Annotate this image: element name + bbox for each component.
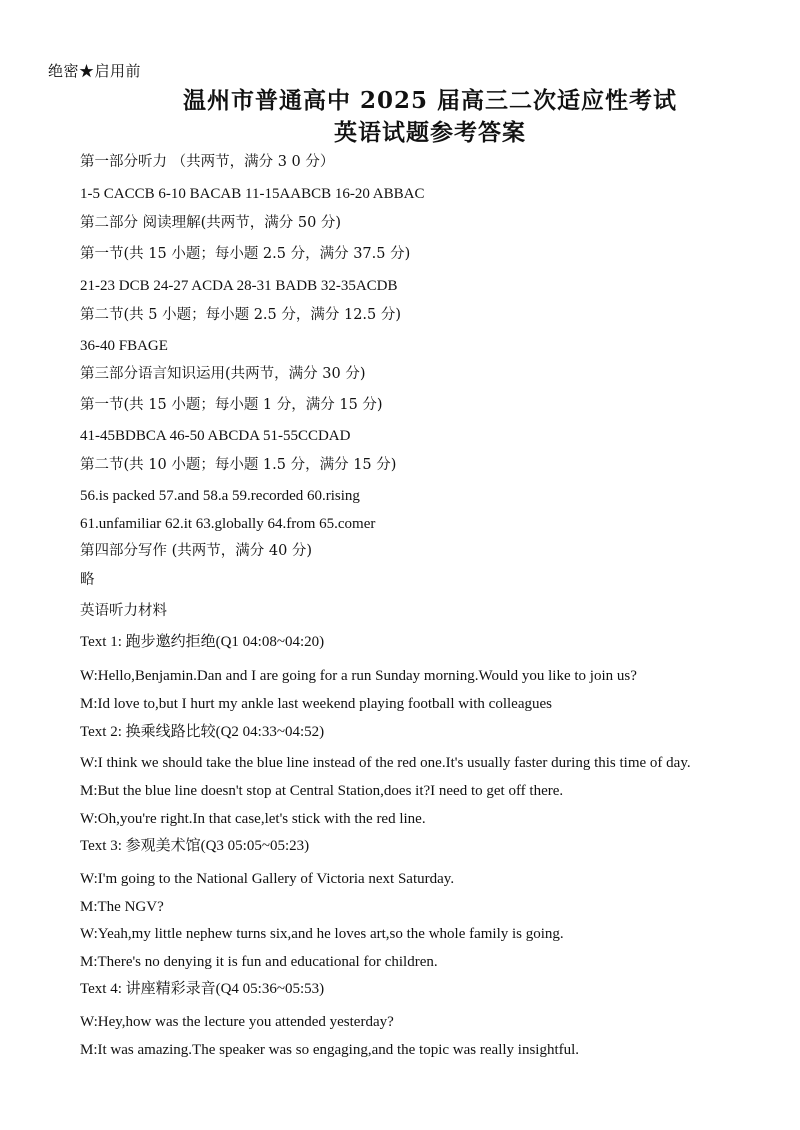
text-line: M:But the blue line doesn't stop at Central Station,does it?I need to get off there. [80,783,564,799]
text-line: M:It was amazing.The speaker was so engaging,and the topic was really insightful. [80,1042,580,1058]
page-title: 温州市普通高中 2025 届高三二次适应性考试 [182,87,678,114]
text-line: 英语听力材料 [80,603,167,619]
text-line: Text 2: 换乘线路比较(Q2 04:33~04:52) [80,724,325,740]
text-line: 第一节(共 15 小题；每小题 1 分，满分 15 分) [80,397,383,413]
text-line: 61.unfamiliar 62.it 63.globally 64.from 65.comer [80,516,376,532]
text-line: 41-45BDBCA 46-50 ABCDA 51-55CCDAD [80,428,351,444]
text-line: W:Hey,how was the lecture you attended yesterday? [80,1014,394,1030]
text-line: M:There's no denying it is fun and educational for children. [80,954,438,970]
text-line: 第二节(共 5 小题；每小题 2.5 分，满分 12.5 分) [80,307,402,323]
text-line: 1-5 CACCB 6-10 BACAB 11-15AABCB 16-20 ABBAC [80,186,425,202]
text-line: 56.is packed 57.and 58.a 59.recorded 60.rising [80,488,360,504]
secret-label: 绝密★启用前 [48,62,142,80]
text-line: 36-40 FBAGE [80,338,168,354]
text-line: 第三部分语言知识运用(共两节，满分 30 分) [80,366,366,382]
text-line: Text 1: 跑步邀约拒绝(Q1 04:08~04:20) [80,634,325,650]
text-line: M:The NGV? [80,899,164,915]
text-line: 21-23 DCB 24-27 ACDA 28-31 BADB 32-35ACDB [80,278,398,294]
text-line: W:I'm going to the National Gallery of Victoria next Saturday. [80,871,455,887]
text-line: 略 [80,572,95,588]
text-line: Text 3: 参观美术馆(Q3 05:05~05:23) [80,838,310,854]
text-line: 第二部分 阅读理解(共两节，满分 50 分) [80,215,342,231]
text-line: W:Oh,you're right.In that case,let's stick with the red line. [80,811,426,827]
text-line: 第二节(共 10 小题；每小题 1.5 分，满分 15 分) [80,457,397,473]
text-line: W:Hello,Benjamin.Dan and I are going for a run Sunday morning.Would you like to join us? [80,668,637,684]
text-line: W:I think we should take the blue line instead of the red one.It's usually faster during this time of day. [80,755,691,771]
page-subtitle: 英语试题参考答案 [334,119,526,146]
text-line: 第四部分写作 (共两节，满分 40 分) [80,543,313,559]
text-line: M:Id love to,but I hurt my ankle last weekend playing football with colleagues [80,696,552,712]
text-line: 第一部分听力 （共两节，满分 3 0 分） [80,154,335,170]
text-line: 第一节(共 15 小题；每小题 2.5 分，满分 37.5 分) [80,246,411,262]
text-line: Text 4: 讲座精彩录音(Q4 05:36~05:53) [80,981,325,997]
text-line: W:Yeah,my little nephew turns six,and he loves art,so the whole family is going. [80,926,564,942]
